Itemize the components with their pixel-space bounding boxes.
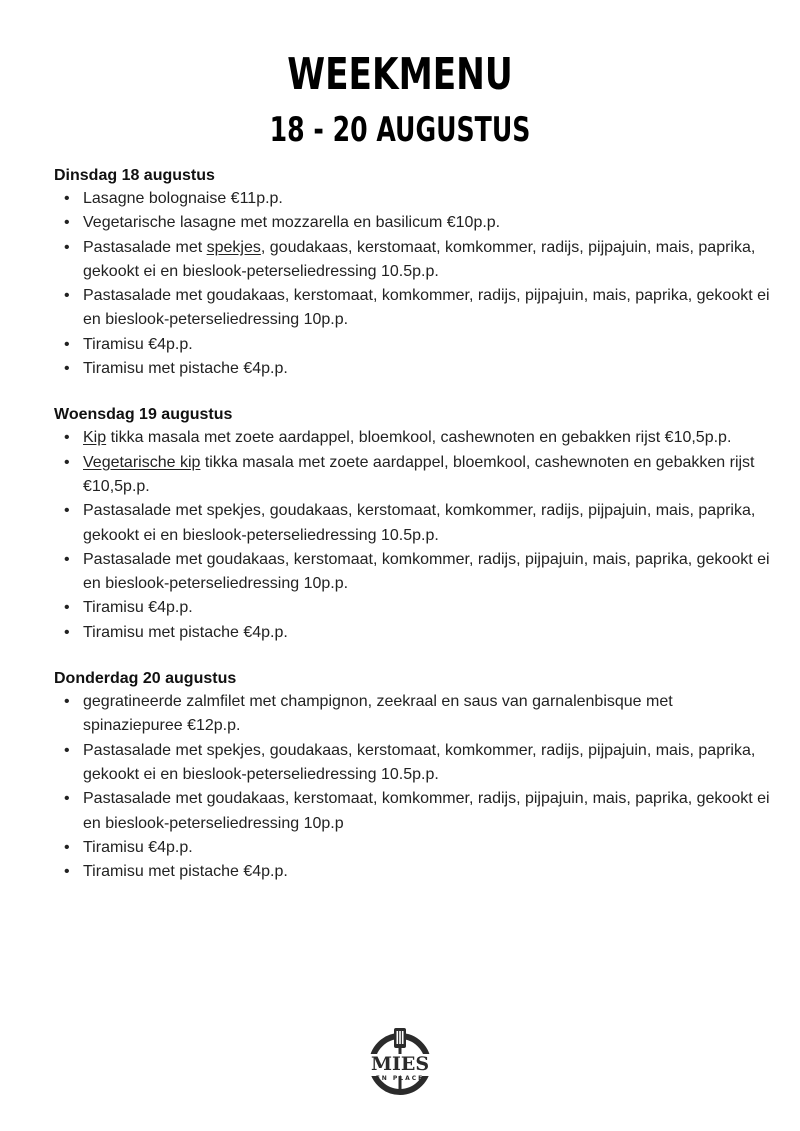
underlined-term: Vegetarische kip [83, 453, 201, 471]
bullet-icon: • [64, 335, 70, 353]
bullet-icon: • [64, 360, 70, 378]
bullet-icon: • [64, 693, 70, 711]
bullet-icon: • [64, 429, 70, 447]
underlined-term: Kip [83, 429, 107, 447]
menu-item: • Tiramisu met pistache €4p.p. [54, 357, 774, 381]
menu-item: • Tiramisu €4p.p. [54, 836, 774, 860]
day-heading: Dinsdag 18 augustus [54, 167, 215, 184]
menu-list [54, 426, 774, 645]
day-section-donderdag [54, 669, 774, 884]
svg-text:EN PLACE: EN PLACE [375, 1075, 425, 1082]
menu-list [54, 690, 774, 884]
bullet-icon: • [64, 838, 70, 856]
menu-item: • Pastasalade met goudakaas, kerstomaat, komkommer, radijs, pijpajuin, mais, paprika, gekookt ei en bieslook-peterseliedressing 10p.p. [54, 284, 774, 333]
menu-item: • Tiramisu met pistache €4p.p. [54, 621, 774, 645]
bullet-icon: • [64, 190, 70, 207]
menu-item: • Pastasalade met spekjes, goudakaas, kerstomaat, komkommer, radijs, pijpajuin, mais, paprika, gekookt ei en bieslook-peterseliedressing 10.5p.p. [54, 499, 774, 548]
menu-item: • Tiramisu met pistache €4p.p. [54, 860, 774, 884]
menu-item: • Pastasalade met spekjes, goudakaas, kerstomaat, komkommer, radijs, pijpajuin, mais, paprika, gekookt ei en bieslook-peterseliedressing 10.5p.p. [54, 739, 774, 788]
menu-item: • gegratineerde zalmfilet met champignon, zeekraal en saus van garnalenbisque met spinaziepuree €12p.p. [54, 690, 774, 739]
menu-item: • Vegetarische lasagne met mozzarella en basilicum €10p.p. [54, 211, 774, 235]
logo-icon [364, 1026, 436, 1098]
menu-item: • Lasagne bolognaise €11p.p. [54, 187, 774, 211]
bullet-icon: • [64, 599, 70, 617]
day-heading: Woensdag 19 augustus [54, 406, 233, 424]
menu-item: • Kip tikka masala met zoete aardappel, bloemkool, cashewnoten en gebakken rijst €10,5p.p. [54, 426, 774, 450]
mies-en-place-logo [364, 1026, 436, 1098]
bullet-icon: • [64, 741, 70, 759]
menu-list [54, 187, 774, 381]
day-section-dinsdag [54, 166, 774, 381]
bullet-icon: • [64, 238, 70, 256]
bullet-icon: • [64, 550, 70, 568]
svg-text:MIES: MIES [370, 1053, 430, 1075]
menu-item: • Pastasalade met spekjes, goudakaas, kerstomaat, komkommer, radijs, pijpajuin, mais, paprika, gekookt ei en bieslook-peterseliedressing 10.5p.p. [54, 236, 774, 285]
day-section-woensdag [54, 405, 774, 645]
bullet-icon: • [64, 790, 70, 808]
menu-item: • Tiramisu €4p.p. [54, 333, 774, 357]
menu-item: • Pastasalade met goudakaas, kerstomaat, komkommer, radijs, pijpajuin, mais, paprika, gekookt ei en bieslook-peterseliedressing 10p.p [54, 787, 774, 836]
page-title: WEEKMENU [287, 49, 513, 100]
date-range-subtitle: 18 - 20 AUGUSTUS [269, 110, 531, 150]
day-heading: Donderdag 20 augustus [54, 670, 237, 688]
bullet-icon: • [64, 623, 70, 641]
menu-content [54, 166, 774, 908]
bullet-icon: • [64, 502, 70, 520]
bullet-icon: • [64, 287, 70, 305]
menu-item: • Pastasalade met goudakaas, kerstomaat, komkommer, radijs, pijpajuin, mais, paprika, gekookt ei en bieslook-peterseliedressing 10p.p. [54, 548, 774, 597]
bullet-icon: • [64, 863, 70, 881]
bullet-icon: • [64, 214, 70, 232]
bullet-icon: • [64, 453, 70, 471]
menu-item: • Vegetarische kip tikka masala met zoete aardappel, bloemkool, cashewnoten en gebakken rijst €10,5p.p. [54, 451, 774, 500]
menu-item: • Tiramisu €4p.p. [54, 596, 774, 620]
underlined-term: spekjes [206, 238, 261, 256]
